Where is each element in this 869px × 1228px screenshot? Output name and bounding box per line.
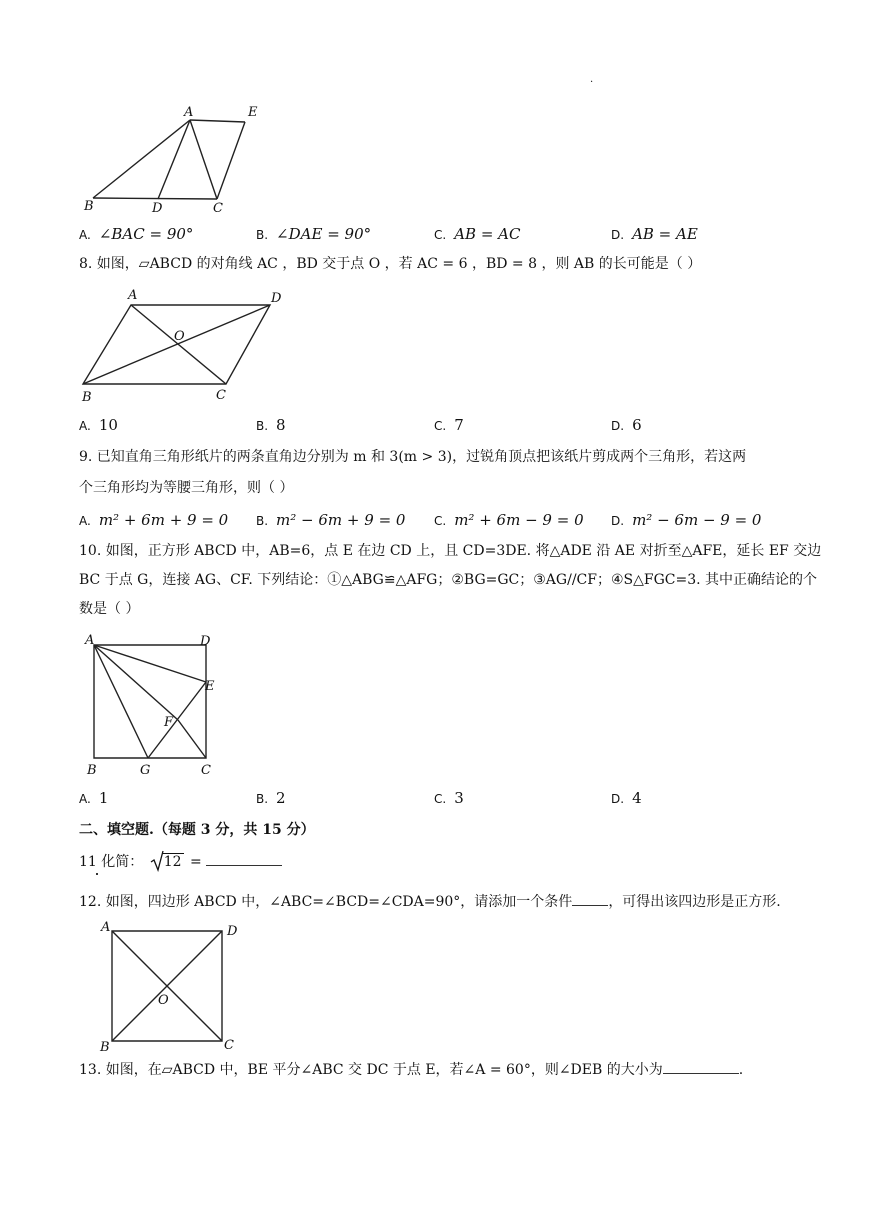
q9-option-b: B. m² − 6m + 9 = 0 <box>256 511 406 529</box>
q7-option-a: A. ∠BAC = 90° <box>79 225 194 243</box>
q10-label-e: E <box>205 679 215 694</box>
q10-option-b: B. 2 <box>256 789 286 807</box>
q8-label-o: O <box>174 329 185 344</box>
q12-label-a: A <box>101 920 111 935</box>
q8-diag-ac <box>131 305 226 384</box>
q13-stem-tail: . <box>738 1062 744 1078</box>
q8-option-c: C. 7 <box>434 416 464 434</box>
q10-option-a: A. 1 <box>79 789 109 807</box>
q8-label-b: B <box>82 390 92 405</box>
q13-stem-row <box>79 1059 743 1080</box>
q11-stem <box>79 851 282 872</box>
q10-label-g: G <box>140 763 151 778</box>
q9-option-a: A. m² + 6m + 9 = 0 <box>79 511 229 529</box>
q8-stem: 8. 如图，▱ABCD 的对角线 AC ，BD 交于点 O ，若 AC = 6 ，BD = 8 ，则 AB 的长可能是（ ） <box>79 256 702 272</box>
q10-seg-ag <box>94 645 148 758</box>
q7-seg-bc <box>93 198 217 199</box>
q13-stem: 13. 如图，在▱ABCD 中，BE 平分∠ABC 交 DC 于点 E，若∠A = 60°，则∠DEB 的大小为 <box>79 1062 663 1078</box>
q7-seg-ac <box>190 120 217 199</box>
q10-label-a: A <box>85 633 95 648</box>
q7-figure <box>80 100 280 220</box>
q11-equals: = <box>190 854 202 870</box>
q12-stem-row <box>79 891 781 912</box>
q10-stem-line3: 数是（ ） <box>79 601 140 617</box>
q8-label-d: D <box>271 291 282 306</box>
q10-label-c: C <box>201 763 211 778</box>
q8-option-d: D. 6 <box>611 416 642 434</box>
q12-label-d: D <box>227 924 238 939</box>
q13-answer-blank[interactable] <box>663 1059 739 1074</box>
q9-option-c: C. m² + 6m − 9 = 0 <box>434 511 584 529</box>
q8-label-a: A <box>128 288 138 303</box>
q8-option-a: A. 10 <box>79 416 118 434</box>
q7-label-b: B <box>84 199 94 214</box>
q10-label-d: D <box>200 634 211 649</box>
q12-figure <box>95 918 255 1053</box>
q10-square <box>94 645 206 758</box>
q10-stem-line2: BC 于点 G，连接 AG、CF. 下列结论：①△ABG≌△AFG；②BG=GC；③AG//CF；④S△FGC=3. 其中正确结论的个 <box>79 572 818 588</box>
q12-label-c: C <box>224 1038 234 1053</box>
q11-radicand: 12 <box>163 854 182 870</box>
q10-figure <box>80 630 230 780</box>
q8-label-c: C <box>216 388 226 403</box>
q7-label-e: E <box>248 105 258 120</box>
section2-heading: 二、填空题.（每题 3 分，共 15 分） <box>79 822 315 838</box>
q7-option-c: C. AB = AC <box>434 225 521 243</box>
q12-stem-tail: ，可得出该四边形是正方形. <box>608 894 781 910</box>
q10-seg-af <box>94 645 178 720</box>
q11-answer-blank[interactable] <box>206 851 282 866</box>
q9-stem-line1: 9. 已知直角三角形纸片的两条直角边分别为 m 和 3(m > 3)，过锐角顶点把该纸片剪成两个三角形，若这两 <box>79 449 747 465</box>
q10-stem-line1: 10. 如图，正方形 ABCD 中，AB=6，点 E 在边 CD 上，且 CD=3DE. 将△ADE 沿 AE 对折至△AFE，延长 EF 交边 <box>79 543 822 559</box>
q10-seg-fc <box>178 720 206 758</box>
q7-label-d: D <box>152 201 163 216</box>
q12-label-o: O <box>158 993 169 1008</box>
q7-seg-ab <box>93 120 190 198</box>
q10-option-c: C. 3 <box>434 789 464 807</box>
q9-option-d: D. m² − 6m − 9 = 0 <box>611 511 762 529</box>
q9-stem-line2: 个三角形均为等腰三角形，则（ ） <box>79 480 294 496</box>
page-dot: . <box>590 74 594 85</box>
q12-answer-blank[interactable] <box>572 891 608 906</box>
q12-label-b: B <box>100 1040 110 1053</box>
stray-dot <box>96 873 98 875</box>
q11-text: 11 化简： <box>79 854 144 870</box>
q7-label-a: A <box>184 105 194 120</box>
q8-figure <box>78 286 298 406</box>
q10-label-b: B <box>87 763 97 778</box>
q7-seg-ec <box>217 122 245 199</box>
q7-option-d: D. AB = AE <box>611 225 698 243</box>
q11-radical <box>150 852 184 872</box>
q7-seg-ad <box>158 120 190 199</box>
q7-label-c: C <box>213 201 223 216</box>
q7-option-b: B. ∠DAE = 90° <box>256 225 372 243</box>
q7-seg-ae <box>190 120 245 122</box>
q10-seg-ae <box>94 645 206 682</box>
q8-option-b: B. 8 <box>256 416 286 434</box>
q8-diag-bd <box>83 305 270 384</box>
q10-label-f: F <box>164 715 174 730</box>
q12-stem: 12. 如图，四边形 ABCD 中，∠ABC=∠BCD=∠CDA=90°，请添加一个条件 <box>79 894 573 910</box>
q10-option-d: D. 4 <box>611 789 642 807</box>
